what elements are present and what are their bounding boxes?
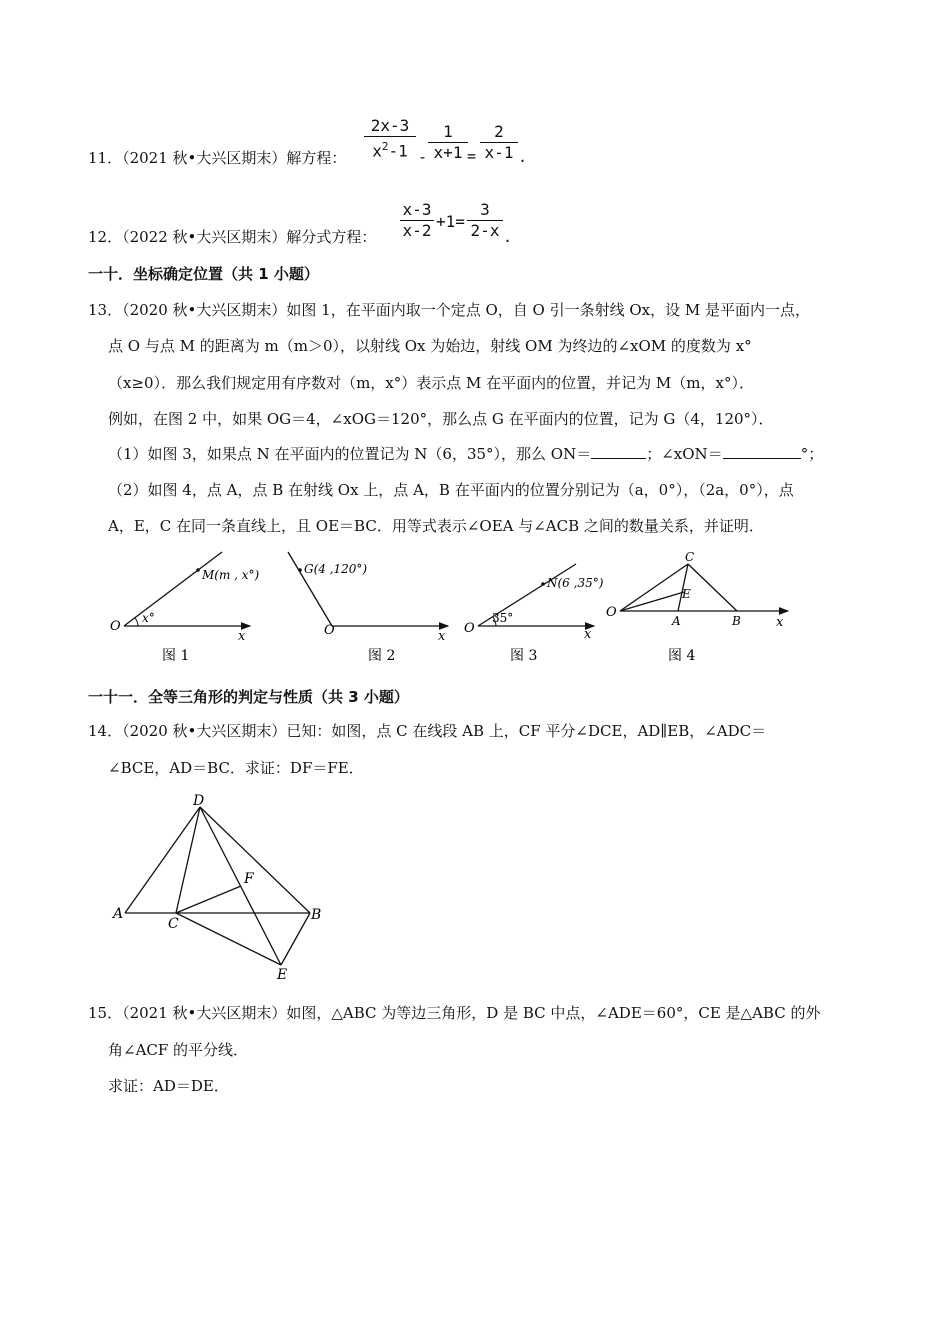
fig14-label-c: C [168,916,179,932]
fig2-label-o: O [324,623,335,638]
fig3-angle-label: 35° [492,611,514,625]
problem-15-line-1: 15．（2021 秋•大兴区期末）如图，△ABC 为等边三角形，D 是 BC 中点，∠ADE＝60°，CE 是△ABC 的外 [88,1004,821,1022]
fig4-label-x: x [776,615,784,630]
fig14-label-b: B [311,907,322,923]
section-10-heading: 一十．坐标确定位置（共 1 小题） [88,265,319,283]
problem-11-end: . [518,148,528,166]
problem-11-text [88,148,346,168]
fig14-label-e: E [277,967,288,983]
fig3-point-label: N(6 ,35°) [547,576,604,590]
point-m-dot [196,568,200,572]
fig3-caption: 图 3 [510,648,538,664]
problem-12-source: （2022 秋•大兴区期末）解分式方程： [122,228,377,246]
problem-11-fraction-1-den: $x^2-1$ [372,140,408,161]
problem-14-figure [105,785,335,985]
fig3-label-x: x [584,627,592,642]
fig4-label-c: C [685,550,695,564]
fig4-label-a: A [672,614,681,628]
section-11-heading: 一十一．全等三角形的判定与性质（共 3 小题） [88,688,409,706]
fig4-caption: 图 4 [668,648,696,664]
problem-13-line-4: 例如，在图 2 中，如果 OG＝4，∠xOG＝120°，那么点 G 在平面内的位置，记为 G（4，120°）． [108,410,774,428]
fig2-label-x: x [438,629,446,644]
problem-13-line-7: A，E，C 在同一条直线上，且 OE＝BC．用等式表示∠OEA 与∠ACB 之间的数量关系，并证明． [108,517,764,535]
point-n-dot [541,582,545,586]
problem-11-source: （2021 秋•大兴区期末）解方程： [122,149,347,167]
problem-15-line-2: 角∠ACF 的平分线． [108,1041,249,1059]
fig1-label-o: O [110,619,121,634]
problem-14-line-2: ∠BCE，AD＝BC．求证：DF＝FE． [108,759,364,777]
fig1-caption: 图 1 [162,648,190,664]
problem-12-number: 12． [88,228,123,246]
problem-11-number: 11． [88,149,123,167]
figure-3 [464,564,604,664]
problem-13-line-1: 13．（2020 秋•大兴区期末）如图 1，在平面内取一个定点 O，自 O 引一条射线 Ox，设 M 是平面内一点， [88,301,811,319]
fig4-label-o: O [606,605,617,620]
fig2-caption: 图 2 [368,648,396,664]
fig1-angle-label: x° [142,611,155,625]
problem-13-line-6: （2）如图 4，点 A，点 B 在射线 Ox 上，点 A，B 在平面内的位置分别记为（a，0°），（2a，0°），点 [108,481,794,499]
problem-12-end: . [503,228,513,246]
problem-11-equals: = [467,147,477,165]
problem-12-fraction-2: 3 2-x [467,200,503,241]
figure-4 [606,550,788,664]
fig14-label-f: F [244,871,254,887]
fig1-point-label: M(m , x°) [202,568,260,582]
figure-1 [110,552,260,664]
problem-11-fraction-1: 2x-3 $x^2-1$ [364,116,416,161]
problem-13-line-2: 点 O 与点 M 的距离为 m（m＞0），以射线 Ox 为始边，射线 OM 为终边的∠xOM 的度数为 x° [108,337,752,355]
problem-13-line-5: （1）如图 3，如果点 N 在平面内的位置记为 N（6，35°），那么 ON＝ ；∠xON＝ °； [108,445,824,463]
problem-11-fraction-3: 2 x-1 [480,122,518,163]
figure-2 [288,552,448,664]
fig14-label-a: A [113,906,124,922]
point-g-dot [298,568,302,572]
fig4-label-e: E [682,587,691,601]
fig1-label-x: x [238,629,246,644]
problem-12-text [88,227,376,247]
fig14-label-d: D [193,793,205,809]
problem-12-fraction-1: x-3 x-2 [400,200,434,241]
problem-11-fraction-2: 1 x+1 [428,122,468,163]
answer-blank-on[interactable] [591,444,646,459]
problem-12-plus-one: +1= [436,212,465,231]
fig3-label-o: O [464,621,475,636]
answer-blank-angle[interactable] [723,444,801,459]
problem-15-line-3: 求证：AD＝DE． [108,1077,229,1095]
problem-13-figures [100,548,800,668]
problem-11-minus: - [418,148,428,166]
problem-13-line-3: （x≥0）．那么我们规定用有序数对（m，x°）表示点 M 在平面内的位置，并记为 M（m，x°）． [108,374,754,392]
fig2-point-label: G(4 ,120°) [304,562,368,576]
fig4-label-b: B [732,614,741,628]
problem-14-line-1: 14．（2020 秋•大兴区期末）已知：如图，点 C 在线段 AB 上，CF 平分∠DCE，AD∥EB，∠ADC＝ [88,722,767,740]
